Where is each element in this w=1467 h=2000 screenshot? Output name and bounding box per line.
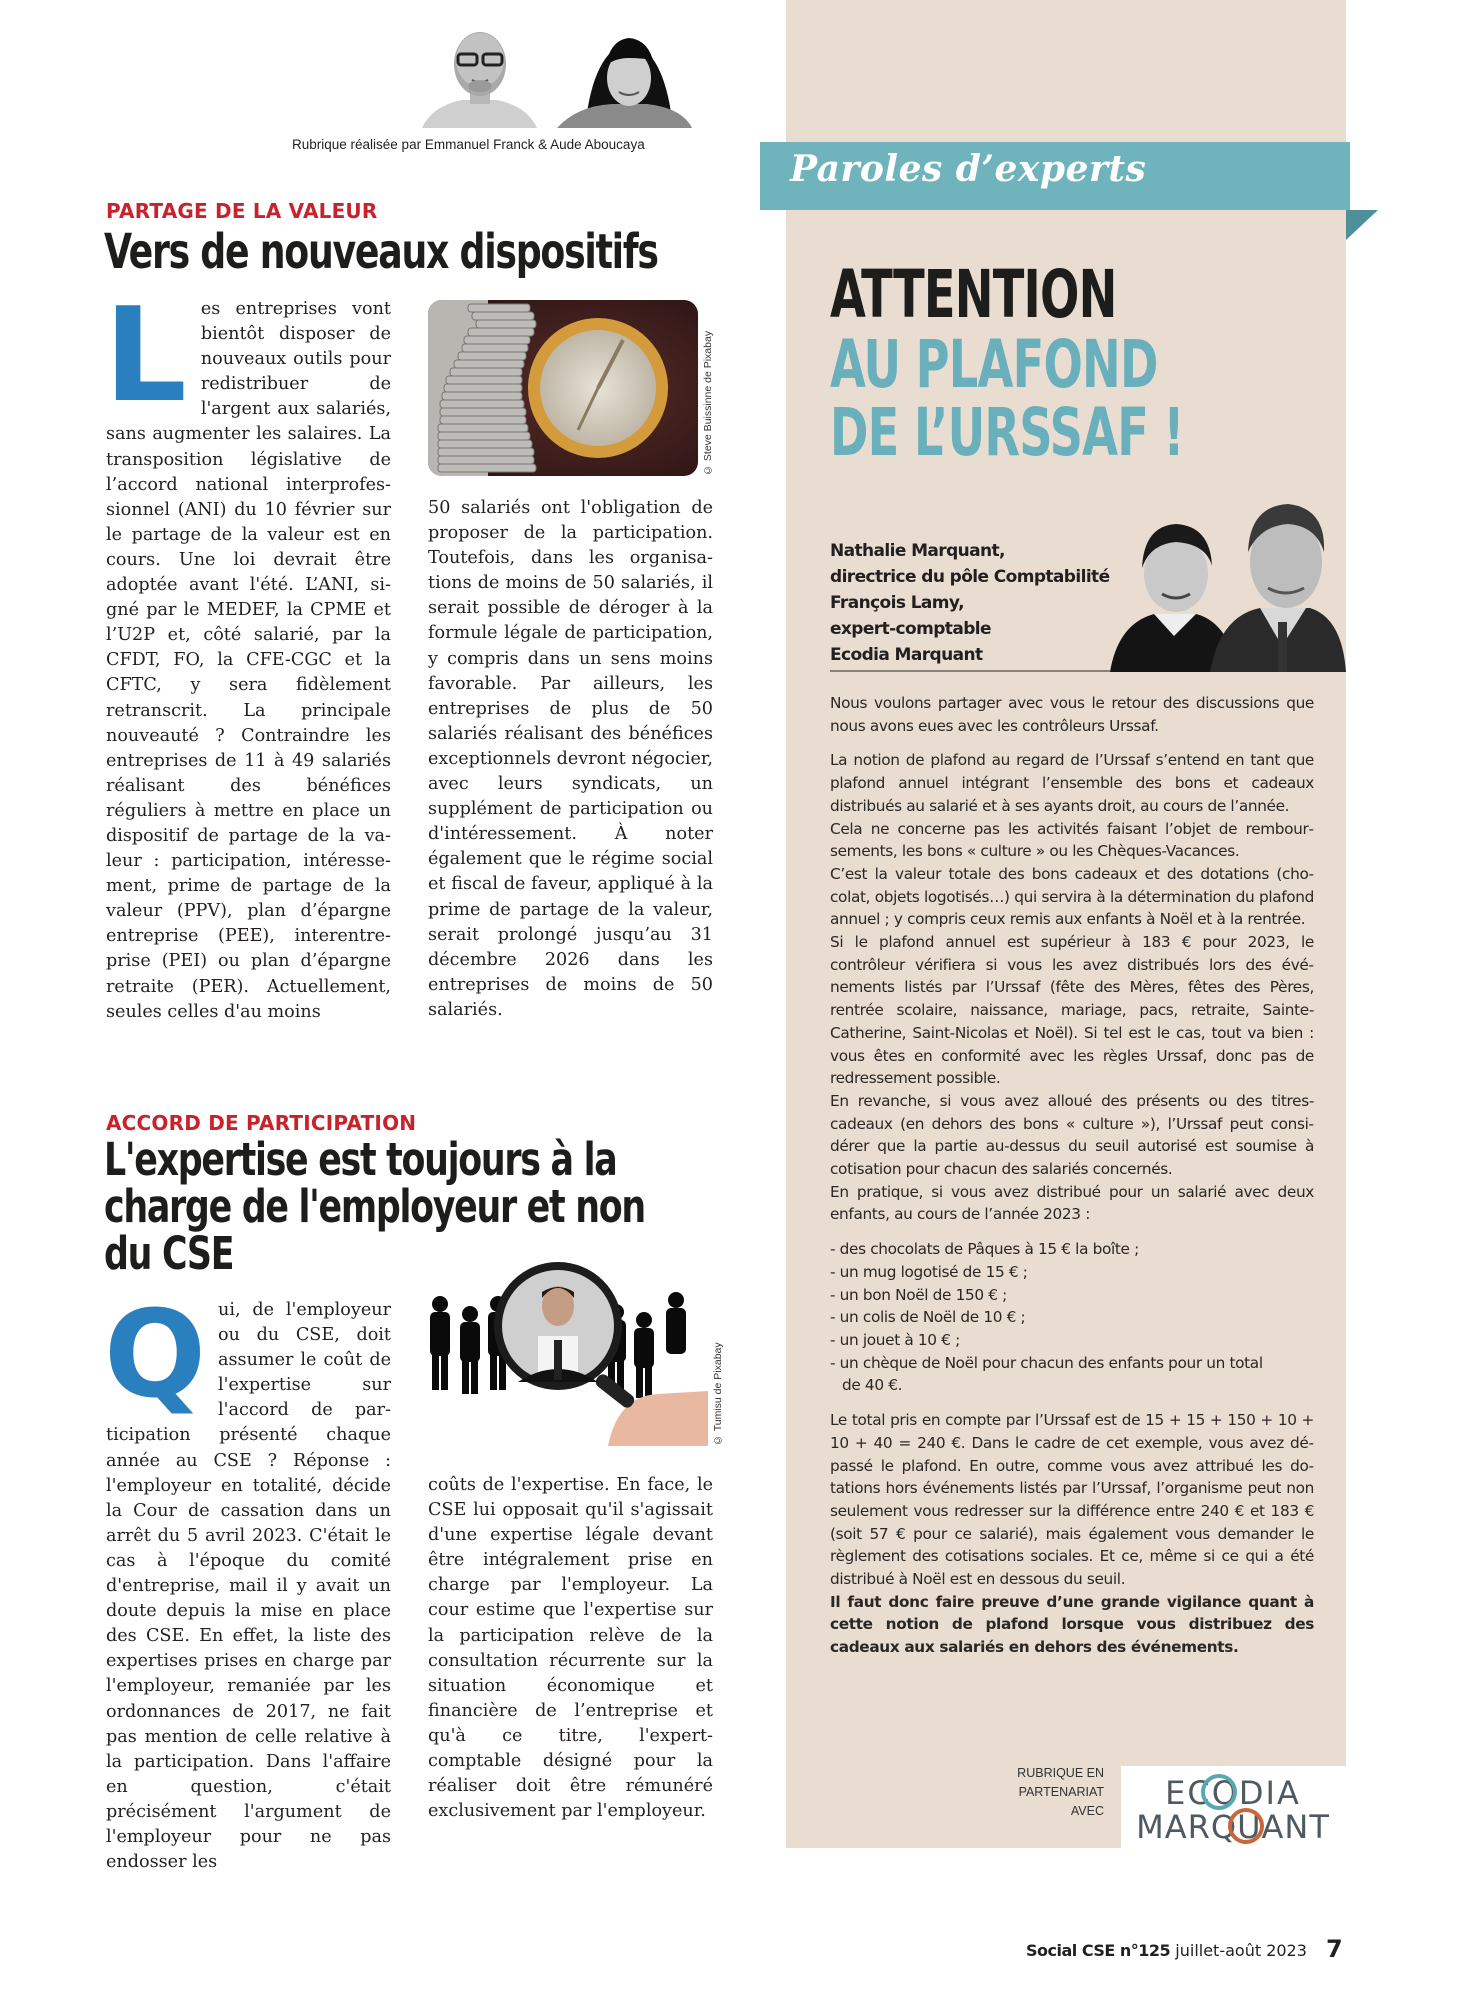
photo-credit-1: © Steve Buissinne de Pixabay — [702, 330, 714, 476]
article2-headline-line-1: L'expertise est toujours à la — [104, 1133, 617, 1186]
panel-title-line-3: DE L’URSSAF ! — [830, 394, 1184, 471]
dropcap-q: Q — [104, 1286, 207, 1425]
page-footer — [1026, 1934, 1343, 1962]
dropcap-l: L — [104, 279, 187, 431]
article2-column-1 — [104, 1286, 391, 1875]
expert-name-1: Nathalie Marquant, — [830, 541, 1005, 561]
partner-label — [990, 1764, 1104, 1821]
column-credit: Rubrique réalisée par Emmanuel Franck & Aude Aboucaya — [292, 137, 645, 152]
magnifier-businessmen-photo — [418, 1256, 708, 1446]
logo-line-1: ECODIA — [1165, 1774, 1301, 1812]
panel-title-line-1: ATTENTION — [830, 256, 1117, 333]
article1-kicker: PARTAGE DE LA VALEUR — [106, 199, 378, 223]
panel-paragraph-6: En pratique, si vous avez distribué pour un salarié avec deux enfants, au cours de l’année 2023 : — [830, 1182, 1314, 1224]
section-banner-title: Paroles d’experts — [790, 148, 1147, 190]
magnifier-businessmen-illustration — [418, 1256, 708, 1446]
article1-column-1 — [104, 279, 391, 1025]
article2-body-2: coûts de l'expertise. En face, le CSE lui opposait qu'il s'agissait d'une expertise légale devant être intégralement prise en charge par l'employeur. La cour estime que l'expertise sur la participation relève de la consultation récurrente sur la situation économique et financière de l’entreprise et qu'à ce titre, l'expert-comptable désigné pour la réaliser doit être rémunéré exclusivement par l'employeur. — [428, 1475, 713, 1822]
panel-paragraph-5: En revanche, si vous avez alloué des présents ou des titres-cadeaux (en dehors des bons « culture »), l’Urssaf peut considérer que la partie au-dessus du seuil autorisé est soumise à cotisation pour chacun des salariés concernés. — [830, 1091, 1314, 1179]
panel-intro: Nous voulons partager avec vous le retour des discussions que nous avons eues avec les contrôleurs Urssaf. — [830, 694, 1314, 735]
coins-clock-illustration — [428, 300, 698, 476]
coins-clock-photo — [428, 300, 698, 476]
article1-headline: Vers de nouveaux dispositifs — [104, 224, 658, 280]
author-photo-aude-aboucaya — [557, 20, 692, 128]
expert-role-2: expert-comptable — [830, 619, 991, 639]
panel-paragraph-3: C’est la valeur totale des bons cadeaux et des dotations (chocolat, objets logotisés…) qui servira à la détermination du plafond annuel ; y compris ceux remis aux enfants à Noël et à la rentrée. — [830, 864, 1314, 929]
panel-article-body — [830, 692, 1314, 1659]
expert-role-1: directrice du pôle Comptabilité — [830, 567, 1110, 587]
panel-paragraph-4: Si le plafond annuel est supérieur à 183 € pour 2023, le contrôleur vérifiera si vous les avez distribués lors des événements listés par l’Urssaf (fête des Mères, fêtes des Pères, rentrée scolaire, naissance, mariage, pacs, retraite, Sainte-Catherine, Saint-Nicolas et Noël). Si tel est le cas, tout va bien : vous êtes en conformité avec les règles Urssaf, donc pas de redressement possible. — [830, 933, 1314, 1088]
experts-byline — [830, 538, 1110, 668]
article2-kicker: ACCORD DE PARTICIPATION — [106, 1111, 417, 1135]
gift-list-item: - un bon Noël de 150 € ; — [830, 1285, 1007, 1304]
article2-column-2 — [428, 1473, 713, 1824]
article2-body-1: ui, de l'employeur ou du CSE, doit assumer le coût de l'expertise sur l'accord de participation présenté chaque année au CSE ? Réponse : l'employeur en totalité, décide la Cour de cassation dans un arrêt du 5 avril 2023. C'était le cas à l'époque du comité d'entreprise, mail il y avait un doute depuis la mise en place des CSE. En effet, la liste des expertises prises en charge par l'employeur, remaniée par les ordonnances de 2017, ne fait pas mention de celle relative à la participation. Dans l'affaire en question, c'était précisément l'argument de l'employeur pour ne pas endosser les — [106, 1300, 391, 1873]
article2-headline-line-2: charge de l'employeur et non — [104, 1180, 645, 1233]
gift-list-item: - un mug logotisé de 15 € ; — [830, 1262, 1028, 1281]
partner-label-line: PARTENARIAT — [1018, 1785, 1104, 1799]
experts-photo — [1110, 496, 1346, 672]
article1-column-2 — [428, 496, 713, 1023]
magazine-issue: Social CSE n°125 — [1026, 1941, 1171, 1960]
article2-headline-line-3: du CSE — [104, 1227, 234, 1280]
ecodia-marquant-logo — [1121, 1766, 1346, 1848]
photo-credit-2: © Tumisu de Pixabay — [712, 1342, 724, 1446]
page-number: 7 — [1326, 1935, 1343, 1963]
experts-portraits — [1110, 496, 1346, 672]
gift-list-item-continuation: de 40 €. — [842, 1376, 903, 1395]
article1-body-1: es entreprises vont bientôt disposer de nouveaux outils pour redistribuer de l'argent aux salariés, sans augmenter les salaires. La transposition législative de l’accord national interprofessionnel (ANI) du 10 février sur le partage de la valeur est en cours. Une loi devrait être adoptée avant l'été. L’ANI, signé par le MEDEF, la CPME et l’U2P et, côté salarié, par la CFDT, FO, la CFE-CGC et la CFTC, y sera fidèlement retranscrit. La principale nouveauté ? Contraindre les entreprises de 11 à 49 salariés réalisant des bénéfices réguliers à mettre en place un dispositif de partage de la valeur : participation, intéressement, prime de partage de la valeur (PPV), plan d’épargne entreprise (PEE), interentreprise (PEI) ou plan d’épargne retraite (PER). Actuellement, seules celles d'au moins — [106, 299, 391, 1022]
experts-divider — [830, 670, 1110, 672]
panel-paragraph-2: Cela ne concerne pas les activités faisant l’objet de remboursements, les bons « culture » ou les Chèques-Vacances. — [830, 819, 1314, 861]
author-photo-emmanuel-franck — [412, 20, 547, 128]
expert-name-2: François Lamy, — [830, 593, 964, 613]
gift-list-item: - un chèque de Noël pour chacun des enfants pour un total — [830, 1353, 1263, 1372]
gift-list-item: - un colis de Noël de 10 € ; — [830, 1308, 1026, 1327]
expert-company: Ecodia Marquant — [830, 645, 983, 665]
partner-logo-ecodia-marquant — [1121, 1766, 1346, 1848]
gift-list-item: - des chocolats de Pâques à 15 € la boîte ; — [830, 1240, 1139, 1259]
gift-list-item: - un jouet à 10 € ; — [830, 1330, 960, 1349]
issue-date: juillet-août 2023 — [1175, 1941, 1307, 1960]
panel-paragraph-1: La notion de plafond au regard de l’Urssaf s’entend en tant que plafond annuel intégrant l’ensemble des bons et cadeaux distribués au salarié et à ses ayants droit, au cours de l’année. — [830, 751, 1314, 815]
partner-label-line: AVEC — [1070, 1804, 1104, 1818]
banner-fold — [1346, 210, 1378, 240]
panel-title-line-2: AU PLAFOND — [830, 326, 1158, 403]
panel-conclusion: Il faut donc faire preuve d’une grande vigilance quant à cette notion de plafond lorsque vous distribuez des cadeaux aux salariés en dehors des événements. — [830, 1592, 1314, 1657]
logo-line-2: MARQUANT — [1136, 1808, 1330, 1846]
article1-body-2: 50 salariés ont l'obligation de proposer de la participation. Toutefois, dans les organisations de moins de 50 salariés, il serait possible de déroger à la formule légale de participation, y compris dans un sens moins favorable. Par ailleurs, les entreprises de plus de 50 salariés réalisant des bénéfices exceptionnels devront négocier, avec leurs syndicats, un supplément de participation ou d'intéressement. À noter également que le régime social et fiscal de faveur, appliqué à la prime de partage de la valeur, serait prolongé jusqu’au 31 décembre 2026 dans les entreprises de moins de 50 salariés. — [428, 498, 713, 1020]
partner-label-line: RUBRIQUE EN — [1017, 1766, 1104, 1780]
panel-paragraph-7: Le total pris en compte par l’Urssaf est de 15 + 15 + 150 + 10 + 10 + 40 = 240 €. Dans le cadre de cet exemple, vous avez dépassé le plafond. En outre, comme vous avez attribué les dotations hors événements listés par l’Urssaf, l’organisme peut non seulement vous redresser sur la différence entre 240 € et 183 € (soit 57 € pour ce salarié), mais également vous demander le règlement des cotisations sociales. Et ce, même si ce qui a été distribué à Noël est en dessous du seuil. — [830, 1411, 1314, 1589]
